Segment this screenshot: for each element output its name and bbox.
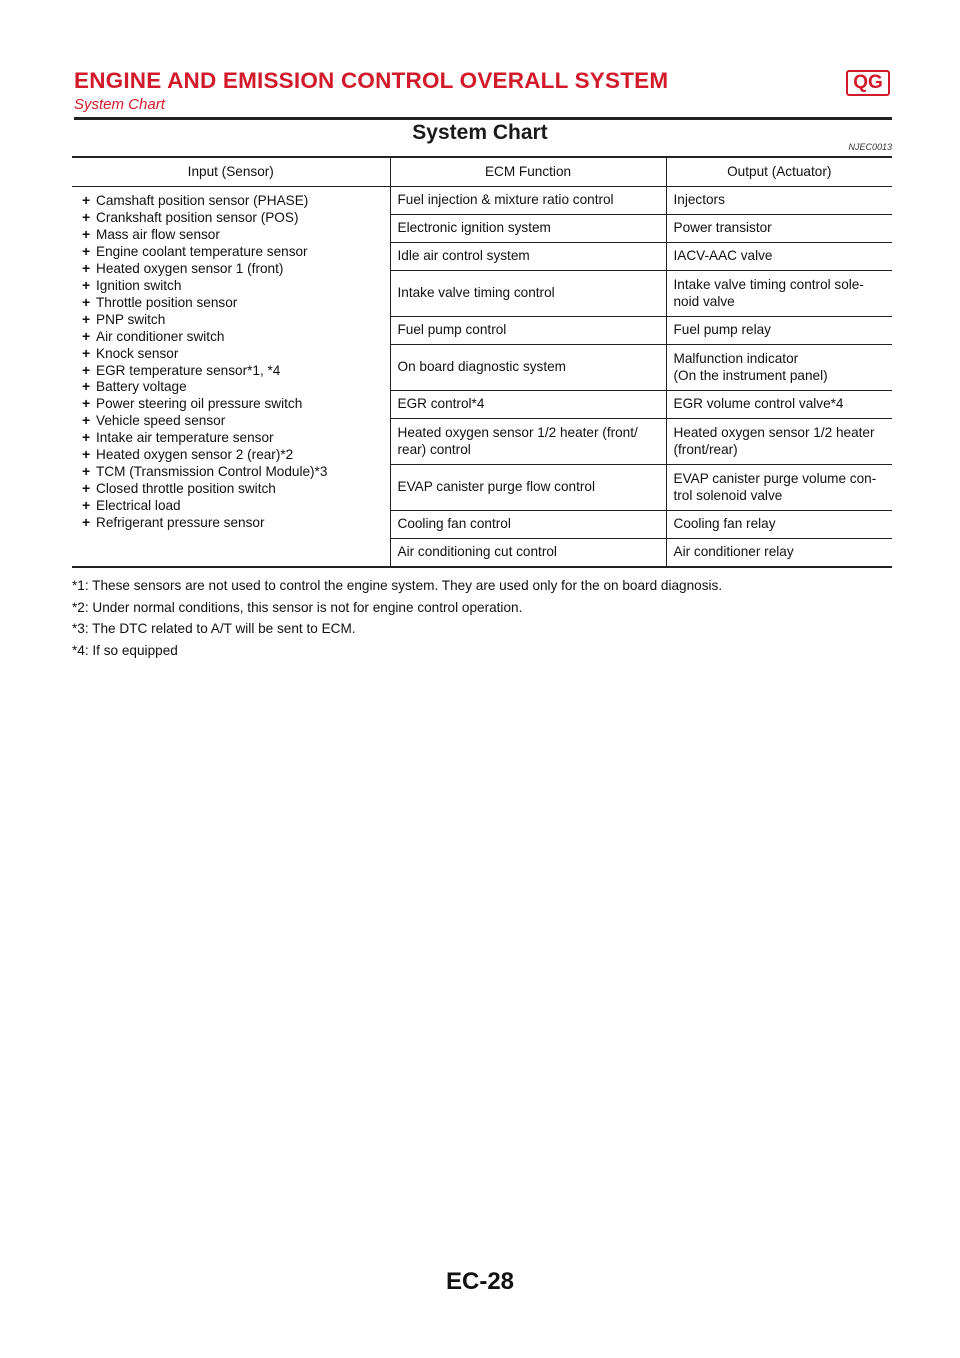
input-sensor-list-cell (72, 187, 390, 567)
ecm-function-cell: Cooling fan control (390, 511, 666, 539)
output-actuator-cell: Air conditioner relay (666, 539, 892, 567)
header-subtitle: System Chart (74, 96, 165, 113)
output-actuator-cell: Intake valve timing control sole- noid valve (666, 271, 892, 317)
table-header-row (72, 157, 892, 187)
header-divider (74, 117, 892, 120)
ecm-function-cell: Electronic ignition system (390, 215, 666, 243)
ecm-function-cell: On board diagnostic system (390, 345, 666, 391)
footnotes (72, 575, 892, 661)
ecm-function-cell: Fuel injection & mixture ratio control (390, 187, 666, 215)
output-actuator-cell: Malfunction indicator (On the instrument panel) (666, 345, 892, 391)
column-header-output: Output (Actuator) (666, 157, 892, 187)
output-actuator-cell: EGR volume control valve*4 (666, 391, 892, 419)
input-sensor-item: + Mass air flow sensor (82, 227, 383, 244)
footnote: *2: Under normal conditions, this sensor is not for engine control operation. (72, 599, 523, 615)
table-row (72, 187, 892, 215)
footnote: *3: The DTC related to A/T will be sent to ECM. (72, 621, 356, 636)
output-actuator-cell: Heated oxygen sensor 1/2 heater (front/rear) (666, 419, 892, 465)
page-number: EC-28 (445, 1268, 515, 1295)
ecm-function-cell: Heated oxygen sensor 1/2 heater (front/ rear) control (390, 419, 666, 465)
input-sensor-item: + TCM (Transmission Control Module)*3 (82, 464, 383, 481)
footnote: *1: These sensors are not used to control the engine system. They are used only for the on board diagnosis. (72, 578, 723, 593)
input-sensor-item: + EGR temperature sensor*1, *4 (82, 363, 383, 380)
input-sensor-item: + Battery voltage (82, 379, 383, 396)
output-actuator-cell: IACV-AAC valve (666, 243, 892, 271)
input-sensor-item: + Throttle position sensor (82, 295, 383, 312)
section-title: System Chart (412, 121, 548, 144)
input-sensor-item: + Power steering oil pressure switch (82, 396, 383, 413)
table-body (72, 187, 892, 567)
ecm-function-cell: Idle air control system (390, 243, 666, 271)
input-sensor-item: + Knock sensor (82, 346, 383, 363)
input-sensor-item: + Heated oxygen sensor 2 (rear)*2 (82, 447, 383, 464)
ecm-function-cell: EVAP canister purge flow control (390, 465, 666, 511)
ecm-function-cell: Air conditioning cut control (390, 539, 666, 567)
input-sensor-item: + Ignition switch (82, 278, 383, 295)
input-sensor-item: + Vehicle speed sensor (82, 413, 383, 430)
input-sensor-item: + Air conditioner switch (82, 329, 383, 346)
input-sensor-item: + Crankshaft position sensor (POS) (82, 210, 383, 227)
ecm-function-cell: Fuel pump control (390, 317, 666, 345)
input-sensor-list (82, 193, 383, 532)
input-sensor-item: + Refrigerant pressure sensor (82, 515, 383, 532)
input-sensor-item: + Electrical load (82, 498, 383, 515)
footnote: *4: If so equipped (72, 642, 178, 658)
input-sensor-item: + Intake air temperature sensor (82, 430, 383, 447)
input-sensor-item: + Closed throttle position switch (82, 481, 383, 498)
system-chart-table (72, 156, 892, 568)
output-actuator-cell: Cooling fan relay (666, 511, 892, 539)
output-actuator-cell: Power transistor (666, 215, 892, 243)
input-sensor-item: + PNP switch (82, 312, 383, 329)
output-actuator-cell: Fuel pump relay (666, 317, 892, 345)
input-sensor-item: + Camshaft position sensor (PHASE) (82, 193, 383, 210)
input-sensor-item: + Heated oxygen sensor 1 (front) (82, 261, 383, 278)
section-code: NJEC0013 (848, 142, 892, 152)
output-actuator-cell: EVAP canister purge volume con- trol solenoid valve (666, 465, 892, 511)
ecm-function-cell: Intake valve timing control (390, 271, 666, 317)
column-header-function: ECM Function (390, 157, 666, 187)
engine-code-badge: QG (846, 70, 890, 96)
input-sensor-item: + Engine coolant temperature sensor (82, 244, 383, 261)
header-title: ENGINE AND EMISSION CONTROL OVERALL SYSTEM (74, 68, 669, 93)
output-actuator-cell: Injectors (666, 187, 892, 215)
column-header-input: Input (Sensor) (72, 157, 390, 187)
ecm-function-cell: EGR control*4 (390, 391, 666, 419)
